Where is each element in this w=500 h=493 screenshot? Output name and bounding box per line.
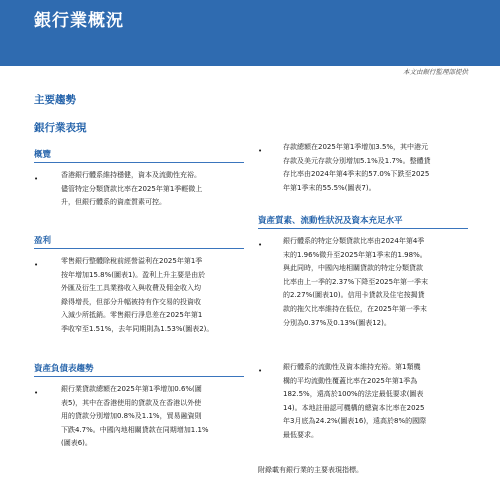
paragraph-liquidity-capital: 銀行體系的流動性及資本維持充裕。第1類機 構的平均流動性覆蓋比率在2025年第1季為 182.5%，遠高於100%的法定最低要求(圖表 14)。本地註冊認可機構的總資本比率在2025 年3月底為24.2%(圖表16)，遠高於8%的國際 最低要求。	[283, 363, 427, 439]
bullet-balance-sheet: •	[34, 389, 39, 397]
heading-banking-performance: 銀行業表現	[34, 122, 87, 134]
subheading-overview: 概覽	[34, 150, 52, 160]
page-title: 銀行業概況	[34, 11, 124, 31]
source-note: 本文由銀行監理部提供	[403, 68, 468, 76]
subheading-profitability: 盈利	[34, 236, 52, 246]
header-banner	[0, 0, 500, 66]
paragraph-balance-sheet: 銀行業貸款總額在2025年第1季增加0.6%(圖 表5)，其中在香港使用的貸款及在香港以外使 用的貸款分別增加0.8%及1.1%，貿易融資則 下跌4.7%。中國內地相關貸款在同期增加1.1% (圖表6)。	[61, 385, 209, 448]
paragraph-asset-quality: 銀行體系的特定分類貸款比率由2024年第4季 末的1.96%微升至2025年第1季末的1.98%。 與此同時，中國內地相關貸款的特定分類貸款 比率由上一季的2.37%下降至2025年第一季末 的2.27%(圖表10)。信用卡貸款及住宅按揭貸 款的拖欠比率維持在低位，在2025年第一季末 分別為0.37%及0.13%(圖表12)。	[283, 237, 429, 327]
divider-balance-sheet	[34, 376, 244, 377]
appendix-note: 附錄載有銀行業的主要表現指標。	[258, 466, 363, 474]
heading-main-trends: 主要趨勢	[34, 94, 76, 106]
bullet-overview: •	[34, 175, 39, 183]
divider-profitability	[34, 248, 244, 249]
bullet-deposits: •	[258, 147, 263, 155]
bullet-profitability: •	[34, 261, 39, 269]
bullet-liquidity-capital: •	[258, 367, 263, 375]
divider-asset-quality	[258, 228, 468, 229]
subheading-balance-sheet: 資產負債表趨勢	[34, 364, 94, 374]
divider-overview	[34, 162, 244, 163]
bullet-asset-quality: •	[258, 241, 263, 249]
paragraph-profitability: 零售銀行整體除稅前經營溢利在2025年第1季 按年增加15.8%(圖表1)。盈利上升主要是由於 外匯及衍生工具業務收入與收費及佣金收入均 錄得增長，但部分升幅被持有作交易的投資收 入減少所抵銷。零售銀行淨息差在2025年第1 季收窄至1.51%，去年同期則為1.53%(圖表2)。	[61, 257, 214, 333]
paragraph-deposits: 存款總額在2025年第1季增加3.5%，其中港元 存款及美元存款分別增加5.1%及1.7%。整體貸 存比率由2024年第4季末的57.0%下跌至2025 年第1季末的55.5%(圖表7)。	[283, 143, 431, 192]
paragraph-overview: 香港銀行體系維持穩健，資本及流動性充裕。 儘管特定分類貸款比率在2025年第1季輕微上 升，但銀行體系的資產質素可控。	[61, 171, 203, 207]
subheading-asset-quality: 資產質素、流動性狀況及資本充足水平	[258, 216, 403, 226]
